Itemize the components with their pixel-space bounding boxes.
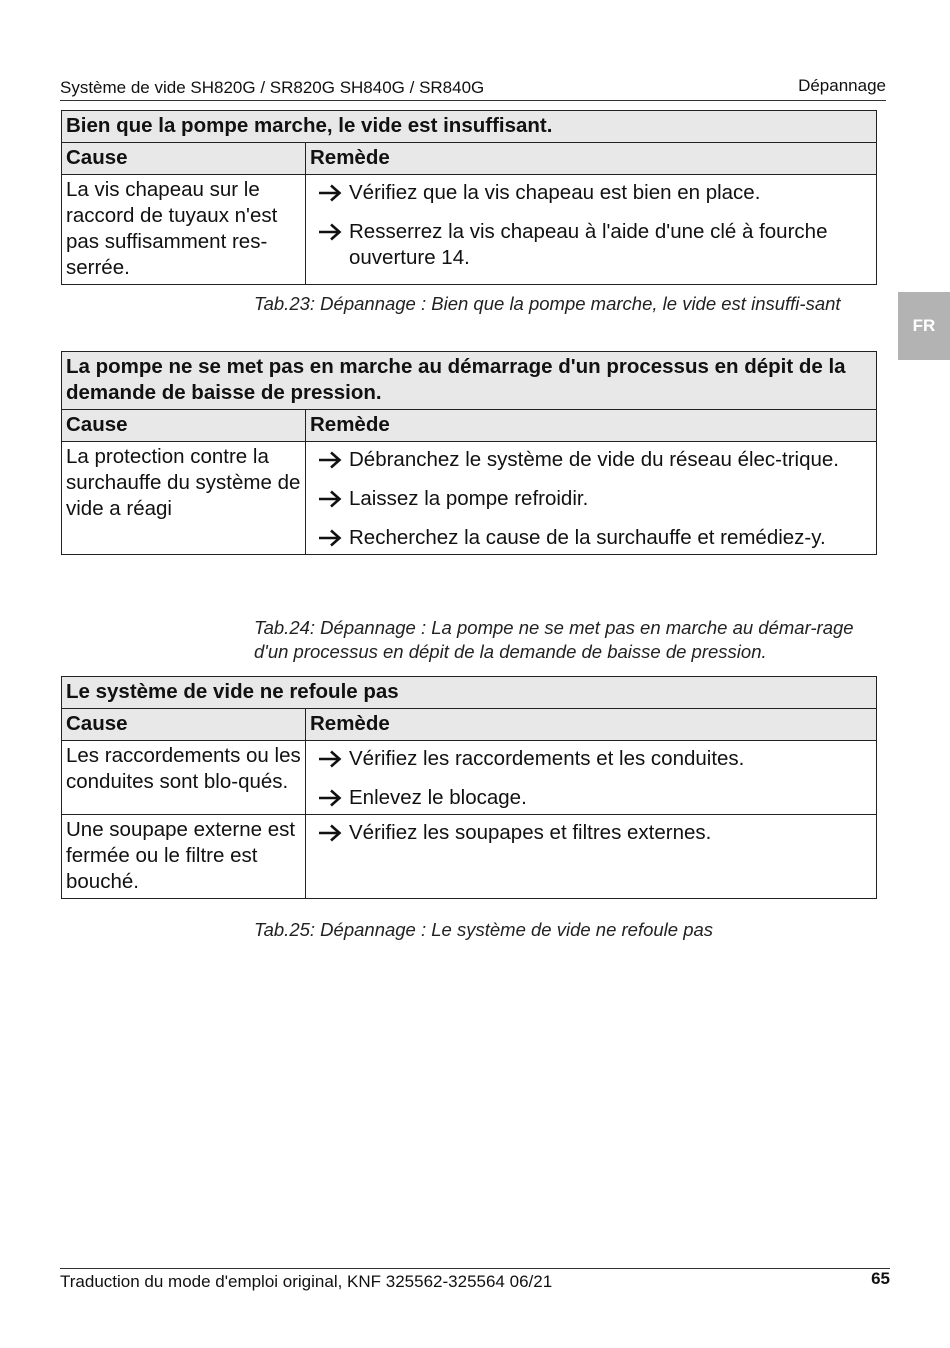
cause-cell: Une soupape externe est fermée ou le filtre est bouché.	[62, 815, 306, 899]
table-caption: Tab.25: Dépannage : Le système de vide ne refoule pas	[254, 919, 714, 940]
table-row	[62, 741, 877, 815]
remedy-item	[311, 525, 872, 551]
troubleshooting-table-24	[61, 351, 877, 555]
table-title-row	[62, 677, 877, 709]
remedy-text: Vérifiez les soupapes et filtres externes.	[349, 821, 712, 844]
troubleshooting-table-25	[61, 676, 877, 899]
table-header-row	[62, 143, 877, 175]
arrow-right-icon	[317, 223, 343, 241]
table-caption: Tab.24: Dépannage : La pompe ne se met pas en marche au démar-rage d'un processus en dépit de la demande de baisse de pression.	[254, 617, 854, 662]
table-title: Bien que la pompe marche, le vide est insuffisant.	[62, 111, 877, 143]
remedy-cell	[306, 442, 877, 555]
column-header-remedy: Remède	[306, 709, 877, 741]
remedy-text: Vérifiez les raccordements et les conduites.	[349, 747, 745, 770]
remedy-cell	[306, 175, 877, 285]
arrow-right-icon	[317, 490, 343, 508]
table-row	[62, 442, 877, 555]
table-row	[62, 815, 877, 899]
remedy-item	[311, 486, 872, 512]
cause-cell: Les raccordements ou les conduites sont blo-qués.	[62, 741, 306, 815]
remedy-text: Recherchez la cause de la surchauffe et remédiez-y.	[349, 526, 826, 549]
remedy-text: Enlevez le blocage.	[349, 786, 527, 809]
table-caption: Tab.23: Dépannage : Bien que la pompe marche, le vide est insuffi-sant	[254, 293, 841, 314]
page-footer	[60, 1268, 890, 1291]
table-header-row	[62, 410, 877, 442]
remedy-item	[311, 785, 872, 811]
arrow-right-icon	[317, 529, 343, 547]
remedy-item	[311, 180, 872, 206]
table-title: La pompe ne se met pas en marche au démarrage d'un processus en dépit de la demande de baisse de pression.	[62, 352, 877, 410]
page-header	[60, 76, 886, 101]
column-header-cause: Cause	[62, 410, 306, 442]
column-header-cause: Cause	[62, 143, 306, 175]
cause-cell: La vis chapeau sur le raccord de tuyaux n'est pas suffisamment res-serrée.	[62, 175, 306, 285]
troubleshooting-table-23	[61, 110, 877, 285]
column-header-remedy: Remède	[306, 410, 877, 442]
arrow-right-icon	[317, 451, 343, 469]
table-header-row	[62, 709, 877, 741]
remedy-text: Laissez la pompe refroidir.	[349, 487, 589, 510]
page-number: 65	[871, 1269, 890, 1288]
arrow-right-icon	[317, 824, 343, 842]
table-title: Le système de vide ne refoule pas	[62, 677, 877, 709]
remedy-text: Resserrez la vis chapeau à l'aide d'une clé à fourche ouverture 14.	[349, 220, 828, 269]
remedy-cell	[306, 815, 877, 899]
column-header-cause: Cause	[62, 709, 306, 741]
section-title: Dépannage	[798, 76, 886, 95]
remedy-text: Débranchez le système de vide du réseau élec-trique.	[349, 448, 839, 471]
remedy-cell	[306, 741, 877, 815]
remedy-item	[311, 219, 872, 271]
remedy-item	[311, 447, 872, 473]
table-title-row	[62, 352, 877, 410]
language-tab: FR	[898, 292, 950, 360]
arrow-right-icon	[317, 789, 343, 807]
footer-text: Traduction du mode d'emploi original, KNF 325562-325564 06/21	[60, 1272, 553, 1291]
column-header-remedy: Remède	[306, 143, 877, 175]
arrow-right-icon	[317, 184, 343, 202]
table-title-row	[62, 111, 877, 143]
arrow-right-icon	[317, 750, 343, 768]
table-row	[62, 175, 877, 285]
document-title: Système de vide SH820G / SR820G SH840G / SR840G	[60, 78, 485, 97]
remedy-text: Vérifiez que la vis chapeau est bien en place.	[349, 181, 761, 204]
remedy-item	[311, 820, 872, 846]
cause-cell: La protection contre la surchauffe du système de vide a réagi	[62, 442, 306, 555]
remedy-item	[311, 746, 872, 772]
